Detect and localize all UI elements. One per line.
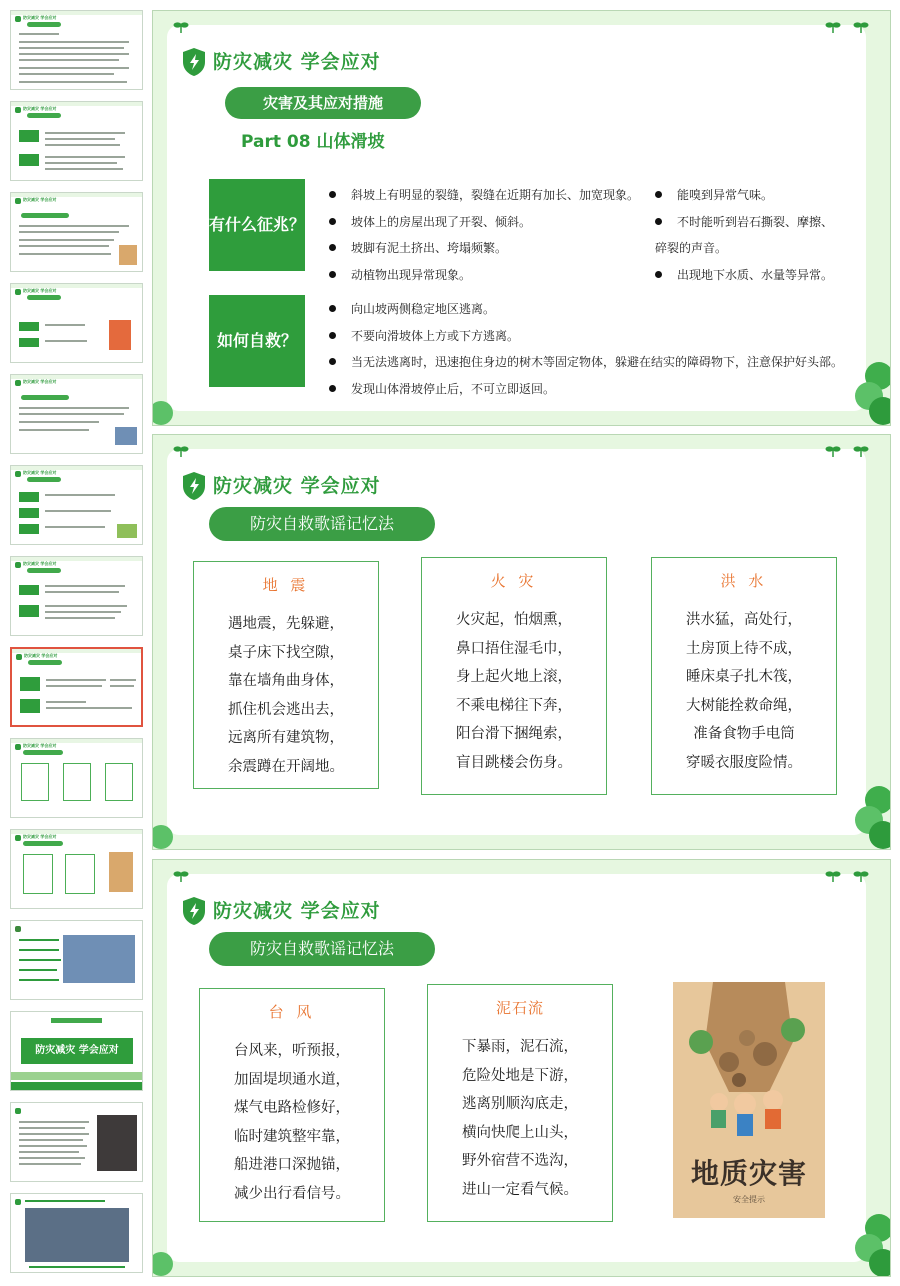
poem-line: 减少出行看信号。 — [234, 1185, 350, 1202]
slide-thumbnail-5[interactable] — [10, 374, 143, 454]
poem-line: 身上起火地上滚， — [456, 669, 572, 685]
list-item: 斜坡上有明显的裂缝，裂缝在近期有加长、加宽现象。 — [329, 185, 639, 212]
poem-line: 桌子床下找空隙， — [228, 644, 344, 661]
poem-title: 火 灾 — [490, 572, 538, 590]
poem-line: 船进港口深抛锚， — [234, 1157, 350, 1173]
thumb-brand: 防灾减灾 学会应对 — [23, 561, 57, 566]
thumb-brand: 防灾减灾 学会应对 — [23, 197, 57, 202]
brand-title: 防灾减灾 学会应对 — [213, 900, 381, 922]
brand-title: 防灾减灾 学会应对 — [213, 51, 381, 73]
poem-card-typhoon — [199, 988, 385, 1222]
poem-line: 遇地震，先躲避， — [228, 616, 344, 632]
slide-thumbnail-14[interactable] — [10, 1193, 143, 1273]
sprout-decoration-icon — [173, 21, 189, 33]
slide-thumbnail-3[interactable] — [10, 192, 143, 272]
thumb-brand: 防灾减灾 学会应对 — [23, 743, 57, 748]
slide-thumbnail-2[interactable] — [10, 101, 143, 181]
thumb-brand: 防灾减灾 学会应对 — [23, 834, 57, 839]
thumb-brand: 防灾减灾 学会应对 — [23, 379, 57, 384]
geology-disaster-poster-image — [673, 982, 825, 1218]
sprout-decoration-icon — [853, 445, 869, 457]
sprout-decoration-icon — [173, 870, 189, 882]
thumb-brand: 防灾减灾 学会应对 — [23, 15, 57, 20]
section-pill: 防灾自救歌谣记忆法 — [209, 507, 435, 541]
poster-subtitle: 安全提示 — [733, 1195, 765, 1204]
poem-line: 土房顶上待不成， — [686, 640, 802, 657]
list-item: 坡体上的房屋出现了开裂、倾斜。 — [329, 212, 639, 239]
list-item: 发现山体滑坡停止后，不可立即返回。 — [329, 379, 843, 406]
poem-line: 洪水猛，高处行， — [686, 612, 802, 628]
poem-lines — [428, 1033, 612, 1204]
slide-thumbnail-rail[interactable] — [0, 0, 150, 1286]
poem-line: 加固堤坝通水道， — [234, 1071, 350, 1088]
poem-lines — [422, 606, 606, 777]
sprout-decoration-icon — [173, 445, 189, 457]
slide-10-rhymes[interactable] — [152, 859, 891, 1277]
list-item: 不要向滑坡体上方或下方逃离。 — [329, 326, 843, 353]
shield-lightning-icon — [181, 47, 207, 77]
shield-logo-icon — [15, 744, 21, 750]
poem-line: 大树能拴救命绳， — [686, 697, 802, 714]
thumb-banner-title: 防灾减灾 学会应对 — [21, 1038, 133, 1064]
slide-thumbnail-9[interactable] — [10, 738, 143, 818]
poem-title: 地 震 — [262, 576, 310, 594]
poem-title: 泥石流 — [495, 999, 544, 1017]
thumb-brand: 防灾减灾 学会应对 — [24, 653, 58, 658]
poem-lines — [652, 606, 836, 777]
poem-line: 进山一定看气候。 — [462, 1181, 578, 1198]
shield-logo-icon — [15, 289, 21, 295]
warning-signs-box: 有什么征兆？ — [209, 179, 305, 271]
slide-canvas — [167, 449, 866, 835]
warning-signs-left-list — [329, 185, 639, 291]
poem-line: 危险处地是下游， — [462, 1067, 578, 1084]
poem-line: 火灾起，怕烟熏， — [456, 612, 572, 628]
slide-9-rhymes[interactable] — [152, 434, 891, 850]
leaf-cluster-decoration-icon — [153, 815, 183, 850]
shield-logo-icon — [15, 16, 21, 22]
slide-thumbnail-10[interactable] — [10, 829, 143, 909]
list-item: 不时能听到岩石撕裂、摩擦、 — [655, 212, 833, 239]
poem-line: 不乘电梯往下奔， — [456, 697, 572, 714]
poem-line: 台风来，听预报， — [234, 1043, 350, 1059]
shield-lightning-icon — [181, 896, 207, 926]
slide-thumbnail-4[interactable] — [10, 283, 143, 363]
shield-logo-icon — [15, 562, 21, 568]
poem-line: 穿暖衣服度险情。 — [686, 754, 802, 771]
slide-canvas — [167, 874, 866, 1262]
poem-card-mudslide — [427, 984, 613, 1222]
poem-line: 准备食物手电筒 — [693, 726, 795, 742]
slide-thumbnail-13[interactable] — [10, 1102, 143, 1182]
list-item: 坡脚有泥土挤出、垮塌频繁。 — [329, 238, 639, 265]
list-item: 当无法逃离时，迅速抱住身边的树木等固定物体，躲避在结实的障碍物下，注意保护好头部。 — [329, 352, 843, 379]
thumb-brand: 防灾减灾 学会应对 — [23, 288, 57, 293]
poster-title: 地质灾害 — [690, 1157, 807, 1190]
slide-thumbnail-11[interactable] — [10, 920, 143, 1000]
poem-card-earthquake — [193, 561, 379, 789]
poem-title: 洪 水 — [720, 572, 768, 590]
shield-logo-icon — [16, 654, 22, 660]
shield-lightning-icon — [181, 471, 207, 501]
thumb-brand: 防灾减灾 学会应对 — [23, 106, 57, 111]
poem-lines — [194, 610, 378, 781]
poem-line: 余震蹲在开阔地。 — [228, 758, 344, 775]
list-item: 向山坡两侧稳定地区逃离。 — [329, 299, 843, 326]
sprout-decoration-icon — [853, 870, 869, 882]
shield-logo-icon — [15, 471, 21, 477]
poem-line: 横向快爬上山头， — [462, 1124, 578, 1141]
leaf-cluster-decoration-icon — [853, 1208, 891, 1277]
shield-logo-icon — [15, 198, 21, 204]
poem-lines — [200, 1037, 384, 1208]
poem-card-flood — [651, 557, 837, 795]
leaf-cluster-decoration-icon — [153, 1242, 183, 1277]
sprout-decoration-icon — [853, 21, 869, 33]
poem-line: 鼻口捂住湿毛巾， — [456, 640, 572, 657]
part-heading: Part 08 山体滑坡 — [241, 132, 385, 152]
warning-signs-right-list — [655, 185, 833, 291]
poem-line: 阳台滑下捆绳索， — [456, 726, 572, 742]
slide-canvas — [167, 25, 866, 411]
slide-thumbnail-6[interactable] — [10, 465, 143, 545]
poem-line: 野外宿营不选沟， — [462, 1153, 578, 1169]
list-item: 出现地下水质、水量等异常。 — [655, 265, 833, 292]
section-pill: 防灾自救歌谣记忆法 — [209, 932, 435, 966]
leaf-cluster-decoration-icon — [153, 391, 183, 426]
poem-line: 下暴雨，泥石流， — [462, 1039, 578, 1055]
leaf-cluster-decoration-icon — [853, 356, 891, 426]
leaf-cluster-decoration-icon — [853, 780, 891, 850]
poem-line: 逃离别顺沟底走， — [462, 1096, 578, 1112]
slide-8-landslide[interactable] — [152, 10, 891, 426]
brand-title: 防灾减灾 学会应对 — [213, 475, 381, 497]
list-item-continuation: 碎裂的声音。 — [655, 241, 728, 255]
sprout-decoration-icon — [825, 21, 841, 33]
shield-logo-icon — [15, 107, 21, 113]
shield-logo-icon — [15, 380, 21, 386]
list-item: 能嗅到异常气味。 — [655, 185, 833, 212]
poem-line: 盲目跳楼会伤身。 — [456, 754, 572, 771]
section-pill: 灾害及其应对措施 — [225, 87, 421, 119]
sprout-decoration-icon — [825, 870, 841, 882]
list-item: 动植物出现异常现象。 — [329, 265, 639, 292]
poem-line: 抓住机会逃出去， — [228, 701, 344, 718]
thumb-brand: 防灾减灾 学会应对 — [23, 470, 57, 475]
poem-line: 睡床桌子扎木筏， — [686, 669, 802, 685]
poem-line: 临时建筑整牢靠， — [234, 1128, 350, 1145]
poem-card-fire — [421, 557, 607, 795]
shield-logo-icon — [15, 835, 21, 841]
slide-thumbnail-7[interactable] — [10, 556, 143, 636]
sprout-decoration-icon — [825, 445, 841, 457]
poem-line: 远离所有建筑物， — [228, 730, 344, 746]
slide-thumbnail-12[interactable] — [10, 1011, 143, 1091]
self-rescue-box: 如何自救？ — [209, 295, 305, 387]
self-rescue-list — [329, 299, 843, 405]
poem-title: 台 风 — [268, 1003, 316, 1021]
poem-line: 靠在墙角曲身体， — [228, 673, 344, 689]
slide-thumbnail-8-current[interactable] — [10, 647, 143, 727]
poem-line: 煤气电路检修好， — [234, 1100, 350, 1116]
slide-thumbnail-1[interactable] — [10, 10, 143, 90]
